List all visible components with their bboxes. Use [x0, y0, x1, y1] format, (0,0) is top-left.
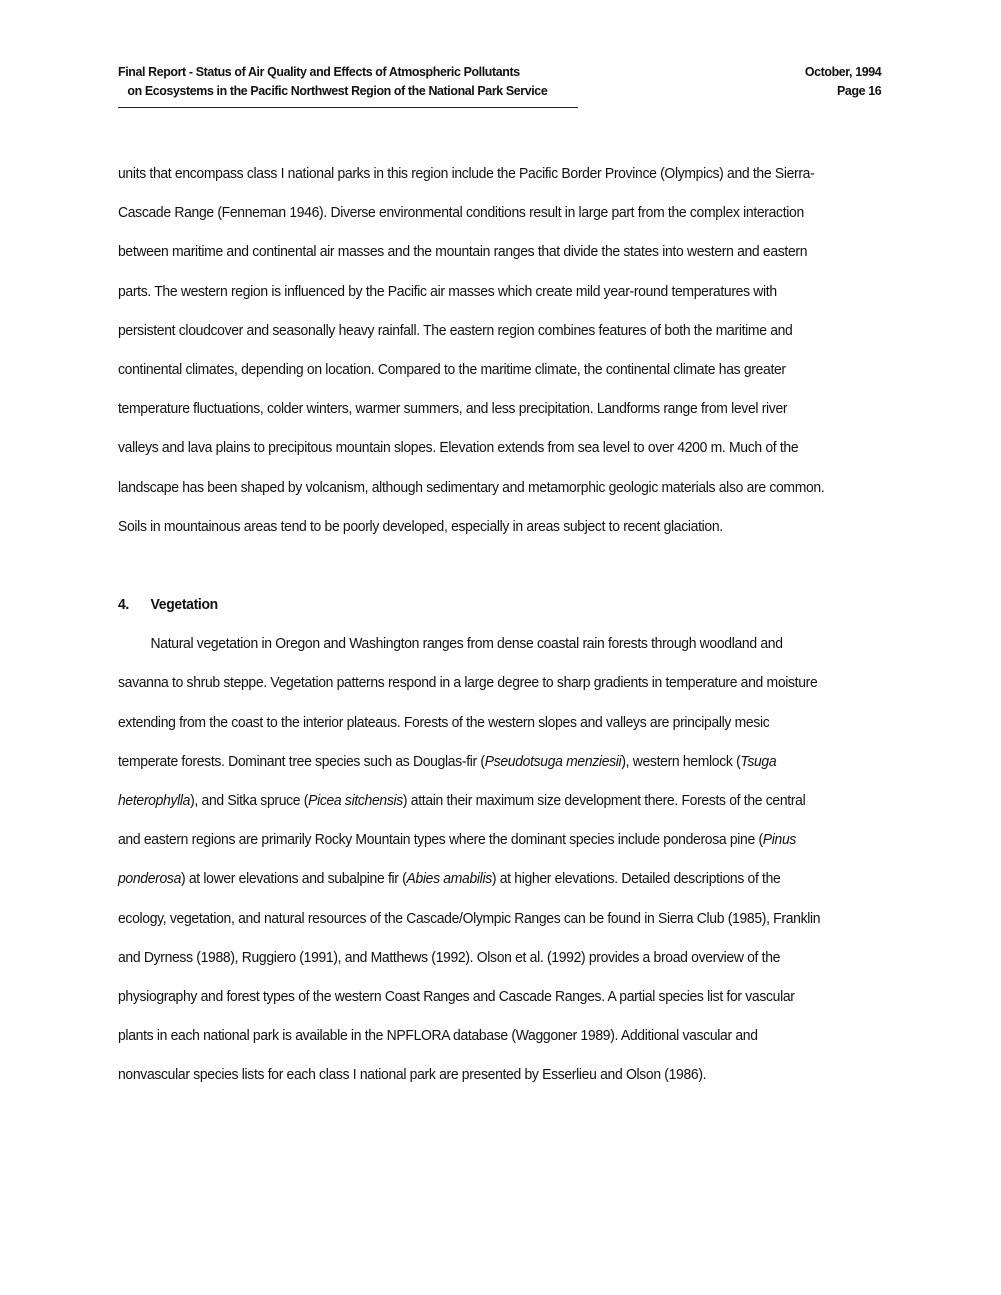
paragraph-line: physiography and forest types of the western Coast Ranges and Cascade Ranges. A partial species list for vascular	[118, 987, 795, 1005]
paragraph-line: continental climates, depending on location. Compared to the maritime climate, the continental climate has greater	[118, 360, 786, 378]
species-name: Pseudotsuga menziesii	[484, 752, 622, 770]
text-run: ), and Sitka spruce (	[190, 792, 309, 809]
paragraph-line	[118, 820, 834, 859]
paragraph-line: Cascade Range (Fenneman 1946). Diverse environmental conditions result in large part from the complex interaction	[118, 204, 804, 222]
paragraph-line: and Dyrness (1988), Ruggiero (1991), and Matthews (1992). Olson et al. (1992) provides a broad overview of the	[118, 948, 781, 966]
paragraph-line: persistent cloudcover and seasonally heavy rainfall. The eastern region combines features of both the maritime and	[118, 321, 793, 339]
paragraph-line: ecology, vegetation, and natural resources of the Cascade/Olympic Ranges can be found in Sierra Club (1985), Franklin	[118, 909, 821, 927]
text-run: ), western hemlock (	[621, 752, 741, 770]
text-run: ) attain their maximum size development there. Forests of the central	[402, 792, 806, 809]
paragraph-line: Natural vegetation in Oregon and Washington ranges from dense coastal rain forests through woodland and	[150, 635, 783, 653]
header-meta	[693, 62, 881, 100]
text-run: ) at higher elevations. Detailed descriptions of the	[491, 870, 781, 888]
paragraph-line: valleys and lava plains to precipitous mountain slopes. Elevation extends from sea level to over 4200 m. Much of the	[118, 439, 799, 457]
report-title	[118, 62, 682, 100]
paragraph-line: landscape has been shaped by volcanism, although sedimentary and metamorphic geologic materials also are common.	[118, 478, 825, 496]
paragraph-line: temperature fluctuations, colder winters, warmer summers, and less precipitation. Landforms range from level river	[118, 400, 788, 418]
paragraph-line: plants in each national park is available in the NPFLORA database (Waggoner 1989). Additional vascular and	[118, 1027, 758, 1045]
header-divider	[118, 107, 578, 108]
paragraph-line: between maritime and continental air masses and the mountain ranges that divide the states into western and eastern	[118, 243, 808, 261]
report-title-line-1: Final Report - Status of Air Quality and Effects of Atmospheric Pollutants	[118, 64, 520, 79]
section-title: Vegetation	[150, 596, 218, 614]
section-heading	[118, 585, 834, 624]
text-run: ) at lower elevations and subalpine fir (	[181, 870, 407, 888]
report-date: October, 1994	[804, 64, 882, 79]
species-name: Pinus	[762, 831, 797, 849]
paragraph-line: units that encompass class I national parks in this region include the Pacific Border Province (Olympics) and the Sierra-	[118, 165, 815, 182]
section-number: 4.	[118, 596, 129, 614]
text-run: temperate forests. Dominant tree species such as Douglas-fir (	[118, 752, 485, 770]
paragraph-line: nonvascular species lists for each class I national park are presented by Esserlieu and Olson (1986).	[118, 1066, 707, 1084]
paragraph-line	[118, 859, 834, 898]
paragraph-line	[118, 742, 834, 781]
species-name: ponderosa	[118, 870, 182, 888]
paragraph-line: Soils in mountainous areas tend to be poorly developed, especially in areas subject to recent glaciation.	[118, 517, 723, 535]
species-name: heterophylla	[118, 792, 191, 809]
body-text	[118, 154, 834, 1095]
paragraph-line	[118, 781, 834, 820]
species-name: Tsuga	[740, 752, 777, 770]
text-run: and eastern regions are primarily Rocky Mountain types where the dominant species include ponderosa pine (	[118, 831, 763, 849]
paragraph-line: parts. The western region is influenced by the Pacific air masses which create mild year-round temperatures with	[118, 282, 777, 300]
species-name: Picea sitchensis	[308, 792, 403, 809]
report-title-line-2: on Ecosystems in the Pacific Northwest Region of the National Park Service	[127, 83, 548, 98]
paragraph-line: extending from the coast to the interior plateaus. Forests of the western slopes and valleys are principally mesic	[118, 713, 770, 731]
paragraph-line: savanna to shrub steppe. Vegetation patterns respond in a large degree to sharp gradients in temperature and moisture	[118, 674, 818, 692]
species-name: Abies amabilis	[406, 870, 492, 888]
page-number: Page 16	[837, 83, 882, 98]
